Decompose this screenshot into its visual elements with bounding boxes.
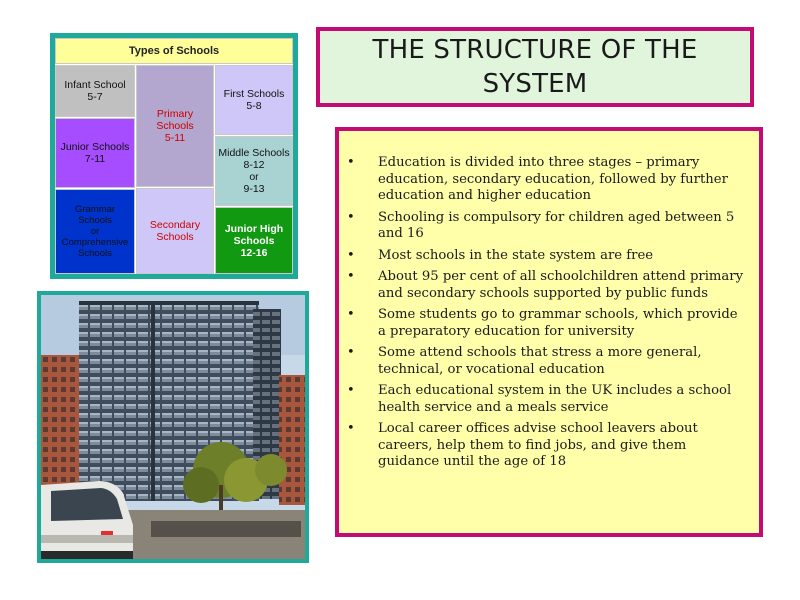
junior-schools-cell (55, 118, 135, 188)
bullet-item: • Education is divided into three stages – primary education, secondary education, followed by further education and higher education (347, 155, 749, 205)
middle-schools-cell (215, 136, 293, 206)
junior-schools-name: Junior Schools (60, 141, 130, 153)
grammar-line-2: Schools (78, 215, 112, 226)
junior-schools-ages: 7-11 (84, 153, 106, 165)
grammar-line-1: Grammar (74, 204, 116, 215)
bullet-box (335, 127, 763, 537)
types-of-schools-table (55, 38, 293, 274)
grammar-schools-cell (55, 189, 135, 274)
middle-schools-name: Middle Schools (218, 147, 290, 159)
bullet-item: • About 95 per cent of all schoolchildren attend primary and secondary schools supported by public funds (347, 269, 749, 302)
grammar-line-3: or (90, 226, 100, 237)
first-schools-name: First Schools (223, 88, 285, 100)
secondary-schools-cell (136, 188, 214, 274)
primary-ages: 5-11 (164, 132, 186, 144)
first-schools-cell (215, 65, 293, 135)
bullet-item: • Schooling is compulsory for children aged between 5 and 16 (347, 210, 749, 243)
grammar-line-4: Comprehensive (61, 237, 129, 248)
bullet-item: • Each educational system in the UK includes a school health service and a meals service (347, 383, 749, 416)
grammar-line-5: Schools (78, 248, 112, 259)
infant-school-ages: 5-7 (87, 91, 103, 103)
middle-schools-or: or (249, 171, 259, 183)
first-schools-ages: 5-8 (246, 100, 262, 112)
title-box (316, 27, 754, 107)
primary-line-1: Primary (156, 108, 194, 120)
middle-schools-ages-a: 8-12 (243, 159, 265, 171)
junior-high-ages: 12-16 (240, 246, 268, 259)
bullet-item: • Most schools in the state system are free (347, 248, 749, 265)
photo-frame (37, 291, 309, 563)
infant-school-cell (55, 65, 135, 117)
middle-schools-ages-b: 9-13 (243, 183, 265, 195)
secondary-line-1: Secondary (149, 219, 201, 231)
slide-title: THE STRUCTURE OF THE SYSTEM (372, 35, 698, 99)
city-building-photo (41, 295, 305, 559)
secondary-line-2: Schools (156, 231, 194, 243)
header-label: Types of Schools (128, 45, 220, 57)
bullet-item: • Some attend schools that stress a more general, technical, or vocational education (347, 345, 749, 378)
bullet-item: • Some students go to grammar schools, which provide a preparatory education for university (347, 307, 749, 340)
junior-high-line-1: Junior High (224, 222, 284, 235)
bullet-list (347, 155, 749, 471)
junior-high-schools-cell (215, 207, 293, 274)
bullet-item: • Local career offices advise school leavers about careers, help them to find jobs, and give them guidance until the age of 18 (347, 421, 749, 471)
schools-diagram-frame (50, 33, 298, 279)
infant-school-name: Infant School (64, 79, 126, 91)
junior-high-line-2: Schools (233, 234, 275, 247)
primary-line-2: Schools (156, 120, 194, 132)
schools-table-header (55, 38, 293, 64)
primary-schools-cell (136, 65, 214, 187)
